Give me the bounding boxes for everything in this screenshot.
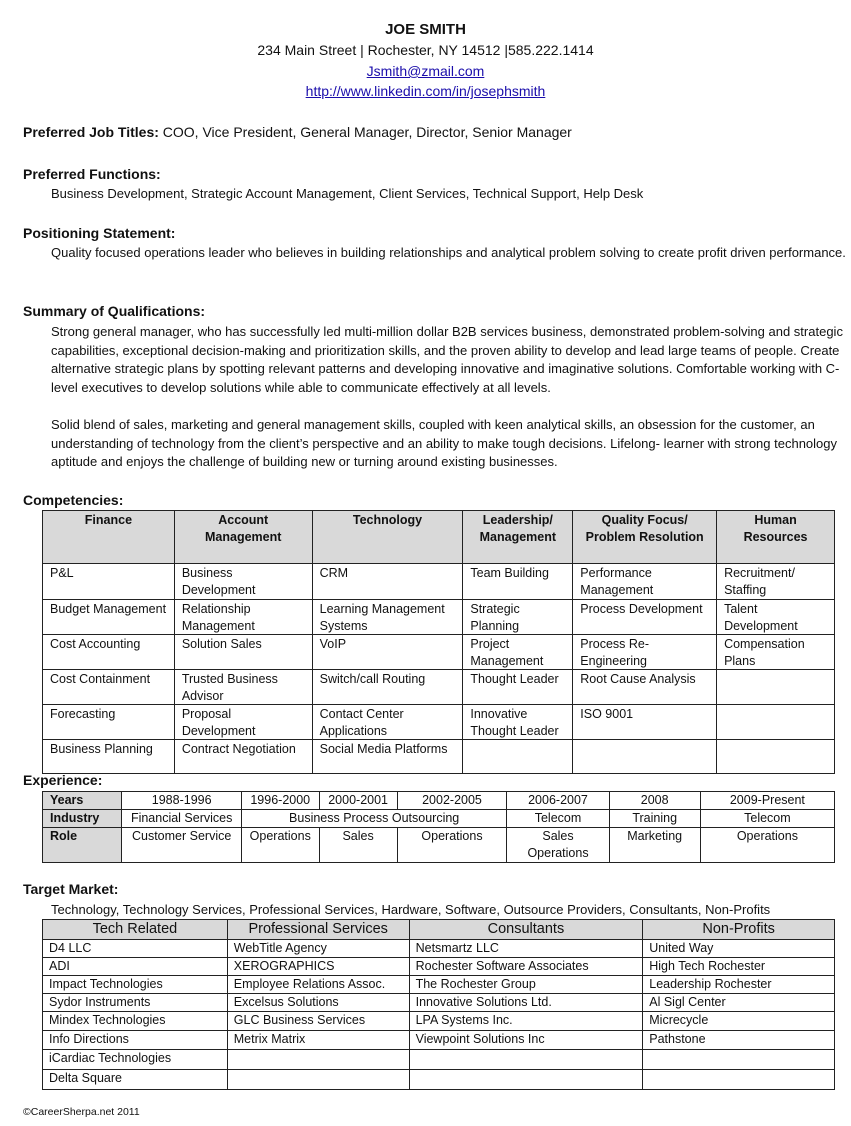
- summary-paragraph-1: Strong general manager, who has successfully led multi-million dollar B2B services business, demonstrated problem-solving and strategic capabilities, exceptional decision-making and prioritization skills, and the proven ability to develop and lead large teams of people. Create alternative strategic plans by spotting relevant patterns and developing innovative and imaginative solutions. Comfortable working with C-level executives to develop solutions while able to communicate effectively at all levels.: [51, 324, 843, 395]
- competencies-cell: Business Development: [174, 564, 312, 600]
- competencies-cell: Compensation Plans: [717, 635, 835, 670]
- target-market-cell: High Tech Rochester: [643, 958, 835, 976]
- target-market-cell: LPA Systems Inc.: [409, 1012, 643, 1031]
- competencies-cell: Process Development: [573, 600, 717, 635]
- target-market-summary: Technology, Technology Services, Professional Services, Hardware, Software, Outsource Providers, Consultants, Non-Profits: [51, 902, 771, 917]
- role-cell: Operations: [700, 828, 834, 863]
- target-market-cell: United Way: [643, 940, 835, 958]
- job-titles-value: COO, Vice President, General Manager, Director, Senior Manager: [162, 124, 572, 140]
- table-row: [43, 958, 835, 976]
- target-market-cell: ADI: [43, 958, 228, 976]
- year-cell: 2002-2005: [397, 792, 507, 810]
- competencies-header-cell: Technology: [312, 511, 463, 564]
- year-cell: 1988-1996: [122, 792, 241, 810]
- functions-text: Business Development, Strategic Account Management, Client Services, Technical Support, Help Desk: [51, 186, 644, 201]
- target-market-cell: The Rochester Group: [409, 976, 643, 994]
- role-cell: Sales Operations: [507, 828, 609, 863]
- positioning-heading: Positioning Statement:: [23, 225, 176, 241]
- competencies-cell: Proposal Development: [174, 705, 312, 740]
- competencies-cell: [717, 740, 835, 774]
- year-cell: 2000-2001: [319, 792, 397, 810]
- role-cell: Customer Service: [122, 828, 241, 863]
- target-market-heading: Target Market:: [23, 881, 119, 897]
- target-market-cell: [643, 1050, 835, 1070]
- competencies-cell: P&L: [43, 564, 175, 600]
- experience-years-row: [43, 792, 835, 810]
- experience-heading: Experience:: [23, 772, 103, 788]
- competencies-header-cell: Quality Focus/ Problem Resolution: [573, 511, 717, 564]
- target-market-cell: Al Sigl Center: [643, 994, 835, 1012]
- industry-label: Industry: [43, 810, 122, 828]
- table-row: [43, 740, 835, 774]
- competencies-cell: Relationship Management: [174, 600, 312, 635]
- target-market-header-cell: Tech Related: [43, 920, 228, 940]
- competencies-cell: VoIP: [312, 635, 463, 670]
- summary-heading: Summary of Qualifications:: [23, 303, 206, 319]
- target-market-cell: [409, 1070, 643, 1090]
- competencies-cell: Process Re-Engineering: [573, 635, 717, 670]
- functions-heading: Preferred Functions:: [23, 166, 161, 182]
- target-market-header-cell: Professional Services: [227, 920, 409, 940]
- target-market-cell: D4 LLC: [43, 940, 228, 958]
- table-row: [43, 994, 835, 1012]
- competencies-cell: [463, 740, 573, 774]
- competencies-cell: Performance Management: [573, 564, 717, 600]
- competencies-header-cell: Leadership/ Management: [463, 511, 573, 564]
- competencies-cell: Solution Sales: [174, 635, 312, 670]
- table-row: [43, 940, 835, 958]
- competencies-cell: Social Media Platforms: [312, 740, 463, 774]
- table-row: [43, 1012, 835, 1031]
- competencies-cell: Contract Negotiation: [174, 740, 312, 774]
- competencies-cell: Budget Management: [43, 600, 175, 635]
- competencies-cell: Project Management: [463, 635, 573, 670]
- competencies-cell: Business Planning: [43, 740, 175, 774]
- experience-role-row: [43, 828, 835, 863]
- contact-address: 234 Main Street | Rochester, NY 14512 |585.222.1414: [257, 42, 594, 58]
- target-market-cell: [227, 1050, 409, 1070]
- table-row: [43, 635, 835, 670]
- industry-cell: Telecom: [507, 810, 609, 828]
- target-market-cell: Metrix Matrix: [227, 1031, 409, 1050]
- year-cell: 2008: [609, 792, 700, 810]
- competencies-cell: Recruitment/ Staffing: [717, 564, 835, 600]
- competencies-header-cell: Human Resources: [717, 511, 835, 564]
- years-label: Years: [43, 792, 122, 810]
- target-market-cell: Excelsus Solutions: [227, 994, 409, 1012]
- email-link[interactable]: Jsmith@zmail.com: [366, 63, 485, 79]
- candidate-name: JOE SMITH: [385, 21, 466, 38]
- competencies-cell: Thought Leader: [463, 670, 573, 705]
- competencies-cell: Innovative Thought Leader: [463, 705, 573, 740]
- target-market-cell: Viewpoint Solutions Inc: [409, 1031, 643, 1050]
- target-market-cell: Mindex Technologies: [43, 1012, 228, 1031]
- target-market-cell: Sydor Instruments: [43, 994, 228, 1012]
- competencies-cell: [717, 705, 835, 740]
- competencies-cell: Cost Accounting: [43, 635, 175, 670]
- competencies-heading: Competencies:: [23, 492, 124, 508]
- industry-cell: Telecom: [700, 810, 834, 828]
- table-row: [43, 1050, 835, 1070]
- competencies-cell: Talent Development: [717, 600, 835, 635]
- target-market-cell: Delta Square: [43, 1070, 228, 1090]
- experience-industry-row: [43, 810, 835, 828]
- table-row: [43, 670, 835, 705]
- competencies-cell: Root Cause Analysis: [573, 670, 717, 705]
- industry-cell: Training: [609, 810, 700, 828]
- competencies-cell: Strategic Planning: [463, 600, 573, 635]
- year-cell: 2009-Present: [700, 792, 834, 810]
- job-titles-label: Preferred Job Titles:: [23, 124, 159, 140]
- competencies-cell: [573, 740, 717, 774]
- role-cell: Operations: [241, 828, 319, 863]
- target-market-cell: [643, 1070, 835, 1090]
- summary-paragraph-2: Solid blend of sales, marketing and general management skills, coupled with keen analytical skills, an obsession for the customer, an understanding of technology from the client’s perspective and an ability to make tough decisions. Lifelong- learner with strong technology aptitude and enjoys the challenge of building new or turning around existing businesses.: [51, 417, 838, 469]
- target-market-cell: Info Directions: [43, 1031, 228, 1050]
- competencies-cell: Trusted Business Advisor: [174, 670, 312, 705]
- role-cell: Operations: [397, 828, 507, 863]
- role-cell: Sales: [319, 828, 397, 863]
- target-market-cell: Rochester Software Associates: [409, 958, 643, 976]
- experience-table: [42, 791, 835, 863]
- table-row: [43, 600, 835, 635]
- target-market-cell: iCardiac Technologies: [43, 1050, 228, 1070]
- competencies-cell: Team Building: [463, 564, 573, 600]
- competencies-header-cell: Finance: [43, 511, 175, 564]
- target-market-table: [42, 919, 835, 1090]
- target-market-cell: Innovative Solutions Ltd.: [409, 994, 643, 1012]
- industry-cell: Business Process Outsourcing: [241, 810, 507, 828]
- table-row: [43, 705, 835, 740]
- competencies-cell: Forecasting: [43, 705, 175, 740]
- target-market-header-cell: Consultants: [409, 920, 643, 940]
- target-market-cell: [409, 1050, 643, 1070]
- table-row: [43, 564, 835, 600]
- job-titles-section: [23, 124, 572, 140]
- industry-cell: Financial Services: [122, 810, 241, 828]
- target-market-cell: Micrecycle: [643, 1012, 835, 1031]
- competencies-cell: Learning Management Systems: [312, 600, 463, 635]
- target-market-cell: Pathstone: [643, 1031, 835, 1050]
- linkedin-link[interactable]: http://www.linkedin.com/in/josephsmith: [305, 83, 546, 99]
- table-row: [43, 1031, 835, 1050]
- positioning-text: Quality focused operations leader who believes in building relationships and analytical problem solving to create profit driven performance.: [51, 245, 846, 260]
- target-market-cell: Leadership Rochester: [643, 976, 835, 994]
- role-label: Role: [43, 828, 122, 863]
- target-market-cell: Impact Technologies: [43, 976, 228, 994]
- target-market-cell: [227, 1070, 409, 1090]
- table-row: [43, 1070, 835, 1090]
- target-market-cell: Netsmartz LLC: [409, 940, 643, 958]
- table-row: [43, 976, 835, 994]
- target-market-cell: XEROGRAPHICS: [227, 958, 409, 976]
- competencies-cell: CRM: [312, 564, 463, 600]
- competencies-cell: Contact Center Applications: [312, 705, 463, 740]
- competencies-header-cell: Account Management: [174, 511, 312, 564]
- copyright-footer: ©CareerSherpa.net 2011: [23, 1106, 140, 1118]
- competencies-table: [42, 510, 835, 774]
- competencies-cell: Cost Containment: [43, 670, 175, 705]
- competencies-cell: [717, 670, 835, 705]
- competencies-cell: Switch/call Routing: [312, 670, 463, 705]
- target-market-cell: GLC Business Services: [227, 1012, 409, 1031]
- target-market-cell: Employee Relations Assoc.: [227, 976, 409, 994]
- year-cell: 1996-2000: [241, 792, 319, 810]
- competencies-cell: ISO 9001: [573, 705, 717, 740]
- target-market-header-cell: Non-Profits: [643, 920, 835, 940]
- target-market-cell: WebTitle Agency: [227, 940, 409, 958]
- year-cell: 2006-2007: [507, 792, 609, 810]
- role-cell: Marketing: [609, 828, 700, 863]
